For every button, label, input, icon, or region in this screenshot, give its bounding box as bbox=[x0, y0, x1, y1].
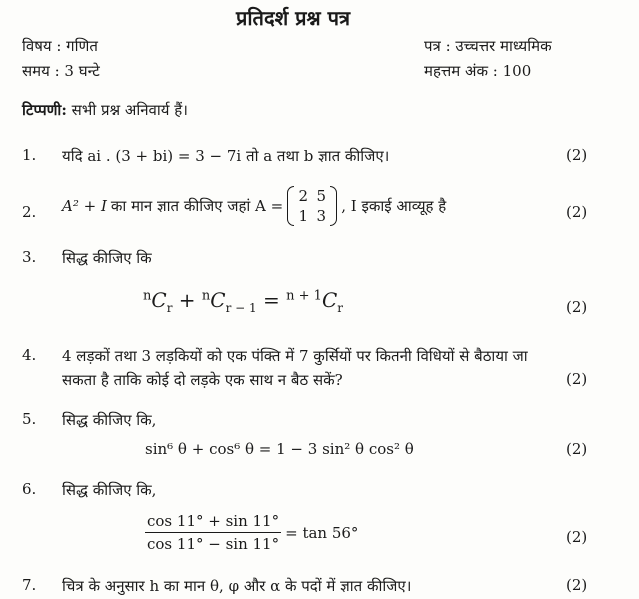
question-4-number: 4. bbox=[22, 346, 37, 364]
question-6-formula bbox=[145, 512, 358, 553]
question-1-post: तो a तथा b ज्ञात कीजिए। bbox=[246, 147, 390, 165]
max-marks-label: महत्तम अंक : 100 bbox=[424, 62, 532, 80]
question-4-line-1: 4 लड़कों तथा 3 लड़कियों को एक पंक्ति में 7 कुर्सियों पर कितनी विधियों से बैठाया जा bbox=[62, 347, 528, 365]
question-4-line-2: सकता है ताकि कोई दो लड़के एक साथ न बैठ सकें? bbox=[62, 371, 343, 389]
question-3-formula: $^nC_r + ^nC_{r - 1} = ^{n + 1}C_r$ bbox=[143, 288, 344, 315]
question-3-marks: (2) bbox=[566, 298, 588, 316]
question-5-text: सिद्ध कीजिए कि, bbox=[62, 411, 157, 429]
question-1-pre: यदि bbox=[62, 147, 83, 165]
matrix-cell: 3 bbox=[316, 207, 326, 225]
fraction-denominator: cos 11° − sin 11° bbox=[147, 535, 280, 553]
fraction bbox=[145, 512, 281, 553]
fraction-numerator: cos 11° + sin 11° bbox=[145, 512, 281, 533]
matrix-a bbox=[287, 186, 337, 226]
question-2-marks: (2) bbox=[566, 203, 588, 221]
question-1-marks: (2) bbox=[566, 146, 588, 164]
question-3-text: सिद्ध कीजिए कि bbox=[62, 249, 152, 267]
matrix-cell: 5 bbox=[316, 187, 326, 205]
question-6-text: सिद्ध कीजिए कि, bbox=[62, 481, 157, 499]
note-label: टिप्पणी: bbox=[22, 101, 67, 119]
note bbox=[22, 100, 188, 120]
note-text: सभी प्रश्न अनिवार्य हैं। bbox=[71, 101, 188, 119]
question-1 bbox=[62, 146, 389, 166]
time-label: समय : 3 घन्टे bbox=[22, 62, 100, 80]
question-1-expression: ai . (3 + bi) = 3 − 7i bbox=[87, 147, 242, 165]
question-6-marks: (2) bbox=[566, 528, 588, 546]
question-2-text: का मान ज्ञात कीजिए जहां A = bbox=[110, 197, 284, 215]
question-2-number: 2. bbox=[22, 203, 37, 221]
question-5-formula: sin⁶ θ + cos⁶ θ = 1 − 3 sin² θ cos² θ bbox=[145, 440, 414, 458]
question-6-number: 6. bbox=[22, 480, 37, 498]
question-7-marks: (2) bbox=[566, 576, 588, 594]
question-7-number: 7. bbox=[22, 576, 37, 594]
matrix-cell: 1 bbox=[298, 207, 308, 225]
question-5-number: 5. bbox=[22, 410, 37, 428]
question-2-post: , I इकाई आव्यूह है bbox=[341, 197, 447, 215]
subject-label: विषय : गणित bbox=[22, 37, 98, 55]
question-5-marks: (2) bbox=[566, 440, 588, 458]
question-2 bbox=[62, 183, 446, 229]
question-1-number: 1. bbox=[22, 146, 37, 164]
question-4-marks: (2) bbox=[566, 370, 588, 388]
matrix-cell: 2 bbox=[298, 187, 308, 205]
question-7-text: चित्र के अनुसार h का मान θ, φ और α के पदों में ज्ञात कीजिए। bbox=[62, 577, 412, 595]
question-2-expression: A² + I bbox=[62, 197, 107, 215]
paper-label: पत्र : उच्चत्तर माध्यमिक bbox=[424, 37, 552, 55]
page-title: प्रतिदर्श प्रश्न पत्र bbox=[236, 6, 351, 30]
question-3-number: 3. bbox=[22, 248, 37, 266]
fraction-rhs: = tan 56° bbox=[285, 523, 359, 542]
